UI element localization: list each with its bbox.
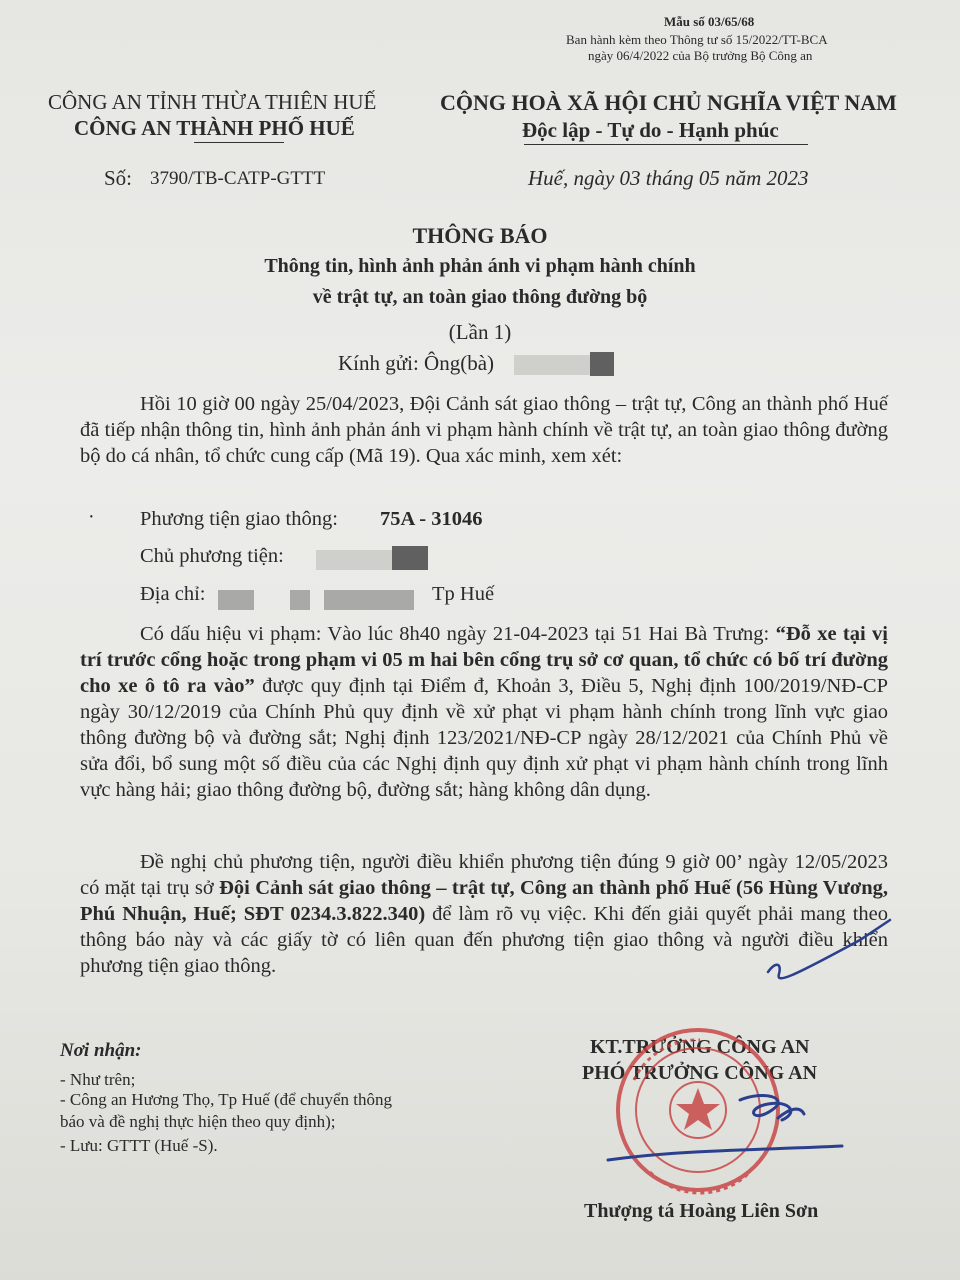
- address-city: Tp Huế: [432, 583, 495, 605]
- intro-text: Hồi 10 giờ 00 ngày 25/04/2023, Đội Cảnh sát giao thông – trật tự, Công an thành phố Huế đã tiếp nhận thông tin, hình ảnh phản ánh vi phạm hành chính về trật tự, an toàn giao thông đường bộ do cá nhân, tổ chức cung cấp (Mã 19). Qua xác minh, xem xét:: [80, 393, 888, 467]
- recipient-item-2: - Công an Hương Thọ, Tp Huế (để chuyển thông: [60, 1090, 393, 1109]
- notice-subtitle-line-1: Thông tin, hình ảnh phản ánh vi phạm hành chính: [264, 255, 696, 277]
- salutation: Kính gửi: Ông(bà): [338, 351, 495, 375]
- notice-subtitle-line-2: về trật tự, an toàn giao thông đường bộ: [312, 286, 648, 308]
- place-date: Huế, ngày 03 tháng 05 năm 2023: [528, 166, 809, 190]
- signature-title-1: KT.TRƯỞNG CÔNG AN: [590, 1036, 810, 1058]
- address-label: Địa chỉ:: [140, 583, 206, 605]
- violation-legal-basis: được quy định tại Điểm đ, Khoản 3, Điều 5, Nghị định 100/2019/NĐ-CP ngày 30/12/2019 của Chính Phủ quy định về xử phạt vi phạm hành chính trong lĩnh vực giao thông đường bộ và đường sắt; Nghị định 123/2021/NĐ-CP ngày 28/12/2021 của Chính Phủ về sửa đổi, bổ sung một số điều của các Nghị định quy định xử phạt vi phạm hành chính trong lĩnh vực hàng hải; giao thông đường bộ, đường sắt; hàng không dân dụng.: [80, 675, 888, 801]
- agency-name: CÔNG AN THÀNH PHỐ HUẾ: [74, 116, 355, 140]
- notice-title: THÔNG BÁO: [412, 223, 548, 248]
- violation-intro: Có dấu hiệu vi phạm: Vào lúc 8h40 ngày 21-04-2023 tại 51 Hai Bà Trưng:: [140, 623, 770, 645]
- form-reference-line-1: Ban hành kèm theo Thông tư số 15/2022/TT-BCA: [566, 32, 828, 47]
- owner-label: Chủ phương tiện:: [140, 545, 284, 567]
- handwritten-check-mark: [768, 920, 890, 978]
- recipient-item-4: - Lưu: GTTT (Huế -S).: [60, 1136, 218, 1155]
- document-number-label: Số:: [104, 166, 133, 190]
- agency-parent: CÔNG AN TỈNH THỪA THIÊN HUẾ: [48, 90, 377, 114]
- signature-title-2: PHÓ TRƯỞNG CÔNG AN: [582, 1062, 818, 1084]
- recipient-item-3: báo và đề nghị thực hiện theo quy định);: [60, 1112, 336, 1131]
- request-start: Đề nghị chủ phương tiện, người điều khiển phương tiện đúng 9 giờ 00’ ngày 12/05/2023 có mặt tại trụ sở: [80, 851, 888, 899]
- form-code: Mẫu số 03/65/68: [664, 14, 755, 29]
- vehicle-label: Phương tiện giao thông:: [140, 508, 338, 530]
- request-place: Đội Cảnh sát giao thông – trật tự, Công an thành phố Huế (56 Hùng Vương, Phú Nhuận, Huế; SĐT 0234.3.822.340): [80, 877, 888, 925]
- recipient-item-1: - Như trên;: [60, 1070, 136, 1089]
- national-motto: Độc lập - Tự do - Hạnh phúc: [522, 118, 779, 142]
- document-number: 3790/TB-CATP-GTTT: [150, 168, 326, 189]
- form-reference-line-2: ngày 06/4/2022 của Bộ trưởng Bộ Công an: [588, 48, 813, 63]
- recipients-title: Nơi nhận:: [60, 1040, 142, 1061]
- request-end: để làm rõ vụ việc. Khi đến giải quyết phải mang theo thông báo này và các giấy tờ có liên quan đến phương tiện giao thông và người điều khiển phương tiện giao thông.: [80, 903, 888, 977]
- signer-name: Thượng tá Hoàng Liên Sơn: [584, 1200, 819, 1222]
- violation-description: “Đỗ xe tại vị trí trước cổng hoặc trong phạm vi 05 m hai bên cổng trụ sở cơ quan, tổ chức có bố trí đường cho xe ô tô ra vào”: [80, 623, 888, 697]
- vehicle-plate: 75A - 31046: [380, 508, 483, 530]
- notice-iteration: (Lần 1): [448, 320, 512, 344]
- nation-title: CỘNG HOÀ XÃ HỘI CHỦ NGHĨA VIỆT NAM: [440, 90, 897, 115]
- bullet-dot: ·: [88, 506, 95, 528]
